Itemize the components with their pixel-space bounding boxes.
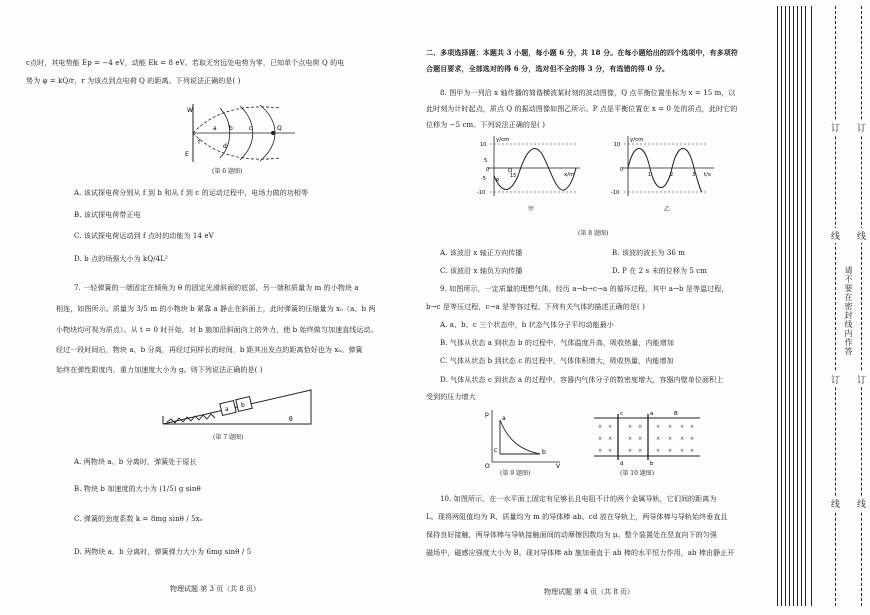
option-a: A. a、b、c 三个状态中，b 状态气体分子平均动能最小 [440,321,614,329]
option-d: D. P 在 2 s 末的位移为 5 cm [612,267,708,275]
option-a: A. 该试探电荷分别从 f 到 b 和从 f 到 c 的运动过程中，电场力做的功相等 [74,189,309,197]
svg-text:×: × [608,424,613,430]
svg-text:×: × [668,436,673,442]
svg-text:×: × [608,448,613,454]
figure-8a [476,132,586,204]
fig9-axis-p: p [485,411,489,418]
fig9-label-a: a [502,415,506,422]
fig6-curve [193,133,280,159]
fig8a-tick: 0 [486,167,490,173]
fig8a-label-q: Q [508,168,513,174]
fig6-label-q: Q [277,125,282,132]
fig10-field-marks [598,424,694,454]
fig10-label-b: b [650,461,654,467]
fig10-label-c: c [620,411,624,417]
binding-margin [775,0,870,615]
option-a: A. 两物块 a、b 分离时，弹簧处于原长 [74,458,197,466]
question-7-text: 始终在弹性限度内，重力加速度大小为 g。则下列说法正确的是( ) [56,366,263,374]
figure-7-caption: (第 7 题图) [213,434,244,441]
fig8b-yunit: y/cm [630,137,644,143]
svg-text:×: × [656,448,661,454]
text-line: c点时，其电势能 Ep = −4 eV，动能 Ek = 8 eV。若取无穷远处电势为零，已知单个点电荷 Q 的电 [26,59,345,67]
fig10-label-a: a [650,411,654,417]
fig6-label-a: a [213,125,217,132]
page-3 [18,0,403,615]
binding-mark: 线 [857,228,866,243]
fig8a-tick: -5 [481,176,486,182]
page-4-footer: 物理试题 第 4 页（共 8 页） [544,588,635,596]
svg-text:×: × [608,436,613,442]
fig9-label-c: c [494,447,498,454]
fig8a-tick: 5 [484,158,488,164]
option-d: D. b 点的场强大小为 kQ/4L² [74,255,168,263]
question-8-text: 此时刻为计时起点，质点 Q 的振动图像如图乙所示。P 点是平衡位置在 x = 0 处的质点，此时它的 [426,105,738,113]
binding-mark: 线 [831,496,840,511]
fig8b-tick: 1 [648,172,652,178]
question-9-text: b→c 是等压过程，c→a 是等容过程。下列有关气体的描述正确的是( ) [426,303,645,311]
svg-text:×: × [638,448,643,454]
question-7-text: 7. 一轻弹簧的一端固定在倾角为 θ 的固定光滑斜面的底部，另一端和质量为 m 的小物块 a [74,284,359,292]
option-b: B. 该试探电荷带正电 [74,211,141,219]
fig8a-tick: -10 [477,190,486,196]
question-8-text: 位移为 −5 cm。下列说法正确的是( ) [426,121,546,129]
svg-text:×: × [638,436,643,442]
question-10-text: 10. 如图所示，在一水平面上固定有足够长且电阻不计的两个金属导轨，它们间的距离为 [440,495,717,503]
fig6-label-b: b [229,125,233,132]
fig8b-tick: 10 [614,142,621,148]
section-heading: 二、多项选择题：本题共 3 小题，每小题 6 分，共 18 分。在每小题给出的四个选项中，有多项符 [426,48,739,57]
svg-text:×: × [656,436,661,442]
option-a: A. 该波沿 x 轴正方向传播 [440,249,523,257]
figure-10-caption: (第 10 题图) [620,470,655,477]
option-b: B. 气体从状态 a 到状态 b 的过程中，气体温度升高，吸收热量，内能增加 [440,339,674,347]
question-7-text: 经过一段时间后，物块 a、b 分离，再经过同样长的时间，b 距其出发点的距离恰好也为 x₀。弹簧 [56,346,363,354]
option-b: B. 该波的波长为 36 m [612,249,685,257]
svg-text:×: × [668,448,673,454]
option-d: D. 气体从状态 c 到状态 a 的过程中，容器内气体分子的数密度增大，容器内壁单位面积上 [440,376,724,384]
fig8b-xunit: t/s [704,172,711,178]
binding-mark: 订 [831,120,840,135]
svg-text:×: × [690,448,695,454]
binding-mark: 线 [857,496,866,511]
svg-text:×: × [680,424,685,430]
option-c: C. 气体从状态 b 到状态 c 的过程中，气体体积增大，吸收热量，内能增加 [440,357,674,365]
question-10-text: 磁场中，磁感应强度大小为 B。现对导体棒 ab 施加垂直于 ab 棒的水平恒力作用，ab 棒由静止开 [426,549,735,557]
fig6-label-c: c [249,125,253,132]
fig6-charge-q [271,131,275,135]
fig6-label-f: f [198,139,201,146]
fig7-label-theta: θ [289,416,293,423]
sealing-notice: 请不要在密封线内作答 [844,266,853,356]
svg-text:×: × [628,424,633,430]
option-c: C. 弹簧的劲度系数 k = 8mg sinθ / 5x₀ [74,515,203,523]
fig6-label-w: W [187,107,193,114]
fig8a-wave [494,149,576,191]
fig7-label-b: b [241,402,245,409]
option-c: C. 该波沿 x 轴负方向传播 [440,267,523,275]
fig8a-label-p: P [496,178,500,184]
fig8a-tick: 10 [480,142,487,148]
svg-text:×: × [598,424,603,430]
fig8b-tick: 2 [670,172,674,178]
svg-text:×: × [656,424,661,430]
fig10-label-field: B [674,411,678,417]
fig8a-x15: 15 [510,173,517,179]
binding-mark: 订 [831,372,840,387]
text-line: 势为 φ = kQ/r，r 为该点到点电荷 Q 的距离。下列说法正确的是( ) [26,77,241,85]
svg-text:×: × [628,448,633,454]
figure-8a-caption: 甲 [528,206,535,213]
fig8a-yunit: y/cm [496,137,510,143]
fig9-process-ab [500,420,540,454]
svg-text:×: × [680,436,685,442]
binding-mark: 订 [857,120,866,135]
binding-mark: 订 [857,372,866,387]
fig6-curve [193,107,280,133]
fig6-label-e: E [185,151,189,158]
figure-7 [153,380,323,432]
question-7-text: 相连，如图所示。质量为 3/5 m 的小物块 b 紧靠 a 静止在斜面上，此时弹簧的压缩量为 x₀（a、b 两 [56,305,376,313]
figure-6-caption: (第 6 题图) [212,168,243,175]
option-d: D. 两物块 a、b 分离时，弹簧弹力大小为 6mg sinθ / 5 [74,548,252,556]
svg-text:×: × [598,436,603,442]
fig8b-tick: -10 [611,190,620,196]
svg-text:×: × [638,424,643,430]
svg-text:×: × [690,424,695,430]
section-heading: 合题目要求，全部选对的得 6 分，选对但不全的得 3 分，有选错的得 0 分。 [426,64,670,73]
fig6-label-d: d [223,143,227,150]
option-c: C. 该试探电荷运动到 f 点时的动能为 14 eV [74,232,214,240]
page-4 [418,0,773,615]
svg-text:×: × [598,448,603,454]
fig8b-tick: 0 [620,167,624,173]
fig8a-xunit: x/m [564,172,575,178]
figure-8b [610,132,720,204]
question-8-text: 8. 图甲为一列沿 x 轴传播的简谐横波某时刻的波动图像，Q 点平衡位置坐标为 x = 15 m，以 [440,89,736,97]
fig9-label-b: b [542,449,546,456]
figure-8b-caption: 乙 [664,206,671,213]
binding-mark: 线 [831,228,840,243]
figure-9 [480,406,564,468]
fig8b-wave [628,149,702,193]
figure-8-caption: (第 8 题图) [578,230,609,237]
question-7-text: 小物块均可视为质点）。从 t = 0 时开始，对 b 施加沿斜面向上的外力，使 b 始终做匀加速直线运动。 [56,326,378,334]
fig9-origin: O [485,463,490,468]
svg-text:×: × [680,448,685,454]
question-9-text: 9. 如图所示，一定质量的理想气体，经历 a→b→c→a 的循环过程，其中 a→b 是等温过程， [440,285,729,293]
svg-text:×: × [690,436,695,442]
svg-text:×: × [668,424,673,430]
fig9-axis-v: V [556,463,561,468]
svg-text:×: × [628,436,633,442]
question-10-text: L。现将两阻值均为 R、质量均为 m 的导体棒 ab、cd 放在导轨上，两导体棒与导轨始终垂直且 [426,513,728,521]
figure-9-caption: (第 9 题图) [500,470,531,477]
fig8b-tick: 3 [692,172,696,178]
page-3-footer: 物理试题 第 3 页（共 8 页） [170,585,261,593]
fig7-spring [167,414,215,423]
figure-6 [165,100,305,166]
option-b: B. 物块 b 加速度的大小为 (1/5) g sinθ [74,485,201,493]
option-d-continued: 受到的压力增大 [426,393,476,401]
fig7-label-a: a [225,406,229,413]
fig10-label-d: d [620,461,624,467]
figure-10 [590,406,704,468]
question-10-text: 保持良好接触，两导体棒与导轨接触面间的动摩擦因数均为 μ。整个装置处在竖直向下的匀强 [426,531,717,539]
